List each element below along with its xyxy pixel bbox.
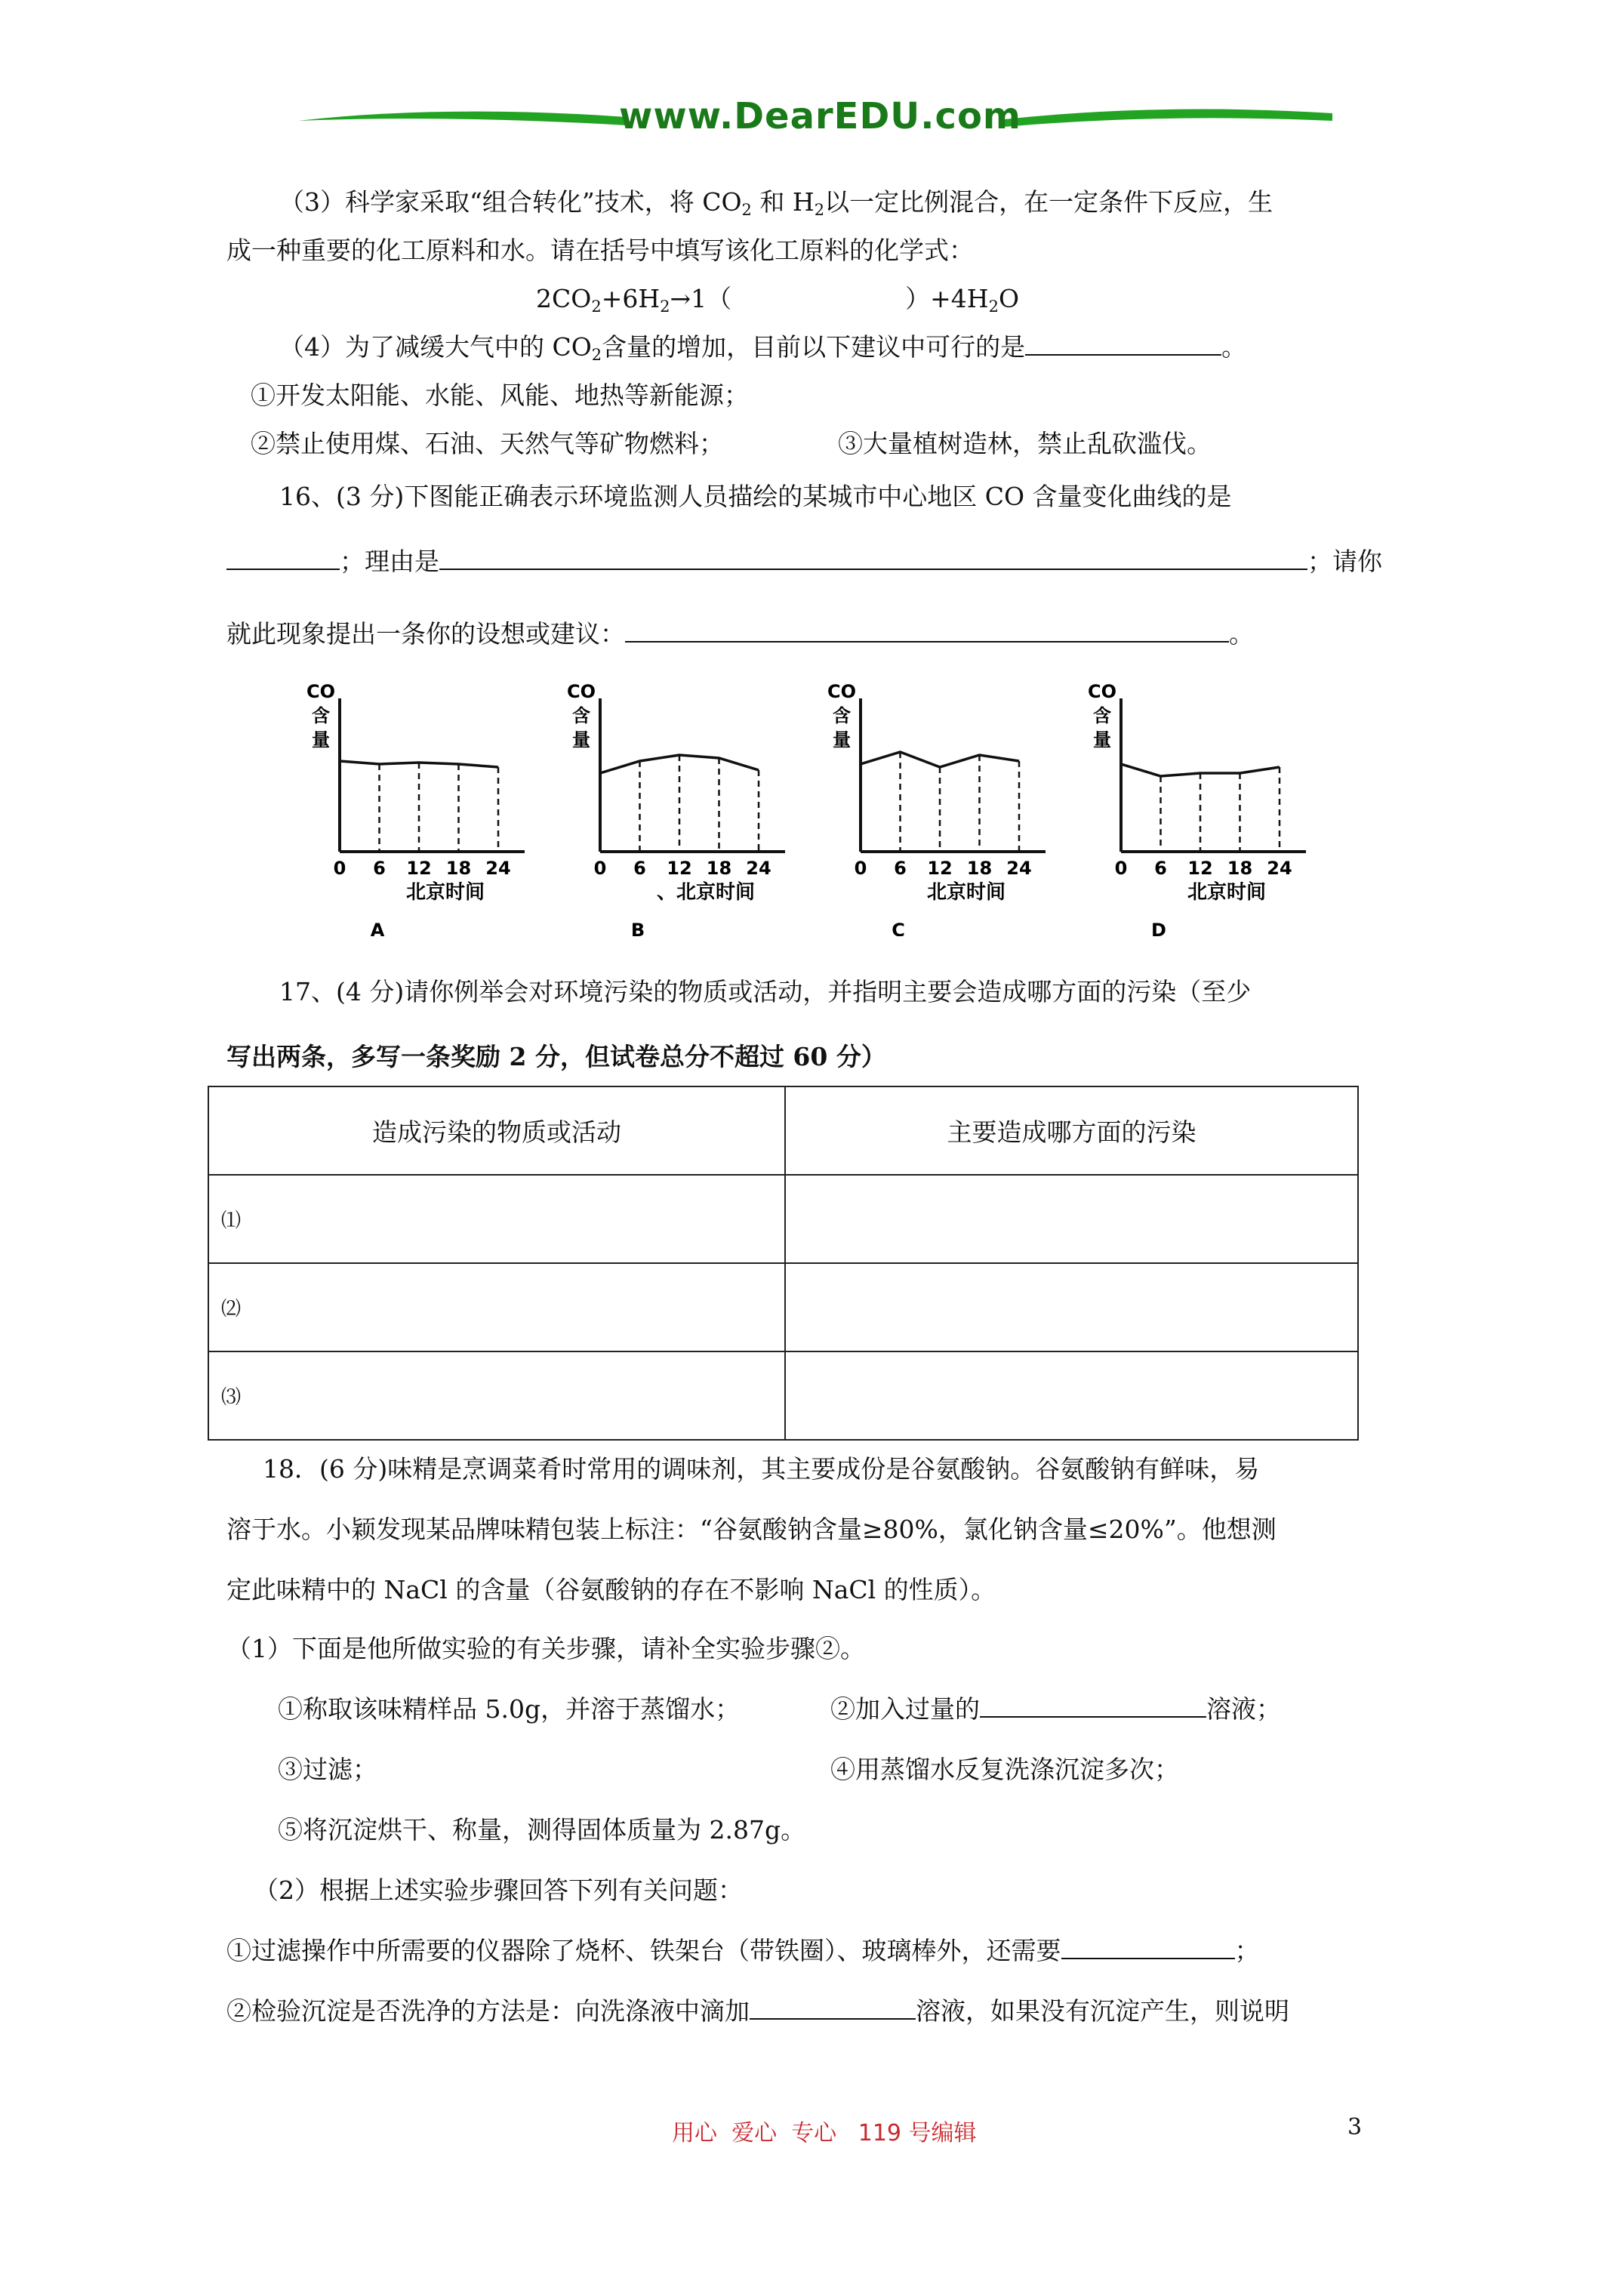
pollution-table [208, 1086, 1359, 1441]
x-tick-label: 24 [1267, 858, 1292, 879]
table-header-cell: 造成污染的物质或活动 [208, 1086, 785, 1175]
table-cell[interactable]: ⑴ [208, 1175, 785, 1263]
y-axis-label: 量 [1093, 729, 1111, 750]
q18-answer2: ②检验沉淀是否洗净的方法是：向洗涤液中滴加 溶液，如果没有沉淀产生，则说明 [226, 1996, 1289, 2026]
y-axis-label: CO [566, 681, 596, 702]
x-tick-label: 6 [1154, 858, 1167, 879]
x-tick-label: 12 [667, 858, 692, 879]
x-tick-label: 18 [966, 858, 993, 879]
x-tick-label: 18 [1227, 858, 1253, 879]
x-tick-label: 18 [706, 858, 732, 879]
q18-step2-blank[interactable] [980, 1693, 1206, 1718]
q15-equation: $2CO_2+6H_2\to 1$（ ）$+4H_2O$ [536, 284, 1020, 316]
x-axis-label: 北京时间 [1187, 881, 1267, 904]
chart-c [819, 680, 1076, 936]
y-axis-label: CO [827, 681, 857, 702]
x-tick-label: 12 [406, 858, 432, 879]
y-axis-label: CO [1087, 681, 1117, 702]
q15-p3-line2: 成一种重要的化工原料和水。请在括号中填写该化工原料的化学式： [226, 236, 974, 265]
q15-option1: ①开发太阳能、水能、风能、地热等新能源； [251, 381, 749, 410]
chart-b [559, 680, 815, 936]
chart-panel-label: D [1151, 920, 1166, 936]
y-axis-label: 量 [312, 729, 330, 750]
x-tick-label: 0 [333, 858, 346, 879]
q15-p4-blank[interactable] [1025, 331, 1221, 356]
q18-sub2: （2）根据上述实验步骤回答下列有关问题： [254, 1875, 743, 1905]
chart-a [298, 680, 555, 936]
q17-line1: 17、(4 分)请你例举会对环境污染的物质或活动，并指明主要会造成哪方面的污染（至少 [279, 977, 1252, 1006]
q16-line3: 就此现象提出一条你的设想或建议： 。 [226, 619, 1254, 649]
table-row [208, 1351, 1358, 1440]
table-row [208, 1263, 1358, 1351]
q18-line1: 18．(6 分)味精是烹调菜肴时常用的调味剂，其主要成份是谷氨酸钠。谷氨酸钠有鲜味，易 [263, 1454, 1260, 1484]
q15-p3-line1: （3）科学家采取“组合转化”技术，将 $CO_2$ 和 $H_2$以一定比例混合，在一定条件下反应，生 [279, 187, 1273, 219]
q17-line2: 写出两条，多写一条奖励 2 分，但试卷总分不超过 60 分） [226, 1042, 886, 1071]
table-row [208, 1175, 1358, 1263]
table-header-cell: 主要造成哪方面的污染 [785, 1086, 1358, 1175]
q16-suggestion-blank[interactable] [625, 618, 1229, 643]
y-axis-label: 含 [572, 705, 590, 726]
table-cell[interactable] [785, 1175, 1358, 1263]
x-tick-label: 6 [633, 858, 646, 879]
q16-line2: ；理由是 ；请你 [226, 545, 1382, 578]
q18-step5: ⑤将沉淀烘干、称量，测得固体质量为 2.87g。 [278, 1815, 806, 1845]
q16-answer-blank[interactable] [226, 546, 340, 570]
table-cell[interactable]: ⑵ [208, 1263, 785, 1351]
x-tick-label: 24 [1006, 858, 1032, 879]
x-tick-label: 12 [927, 858, 953, 879]
q18-answer2-blank[interactable] [750, 1996, 916, 2020]
site-logo-text[interactable]: www.DearEDU.com [619, 95, 1021, 137]
q18-line2: 溶于水。小颖发现某品牌味精包装上标注：“谷氨酸钠含量≥80%，氯化钠含量≤20%”。他想测 [226, 1515, 1277, 1544]
q16-reason-blank[interactable] [439, 546, 1307, 570]
q15-option2: ②禁止使用煤、石油、天然气等矿物燃料； [251, 429, 724, 458]
x-tick-label: 0 [854, 858, 867, 879]
x-tick-label: 0 [593, 858, 607, 879]
x-tick-label: 18 [445, 858, 472, 879]
x-axis-label: 北京时间 [405, 881, 485, 904]
y-axis-label: CO [306, 681, 336, 702]
chart-panel-label: A [370, 920, 385, 936]
q15-p4: （4）为了减缓大气中的 $CO_2$含量的增加，目前以下建议中可行的是 。 [279, 332, 1247, 364]
page-number: 3 [1347, 2114, 1363, 2140]
table-header-row [208, 1086, 1358, 1175]
x-tick-label: 6 [373, 858, 386, 879]
q16-line1: 16、(3 分)下图能正确表示环境监测人员描绘的某城市中心地区 CO 含量变化曲线的是 [279, 482, 1232, 511]
q18-line3: 定此味精中的 NaCl 的含量（谷氨酸钠的存在不影响 NaCl 的性质）。 [226, 1575, 996, 1604]
y-axis-label: 含 [312, 705, 330, 726]
q18-step4: ④用蒸馏水反复洗涤沉淀多次； [830, 1755, 1179, 1784]
y-axis-label: 量 [572, 729, 590, 750]
x-tick-label: 12 [1187, 858, 1213, 879]
x-tick-label: 6 [894, 858, 907, 879]
q18-step2: ②加入过量的 溶液； [830, 1694, 1281, 1724]
y-axis-label: 量 [833, 729, 851, 750]
x-tick-label: 24 [485, 858, 511, 879]
table-cell[interactable] [785, 1351, 1358, 1440]
q18-step1: ①称取该味精样品 5.0g，并溶于蒸馏水； [278, 1694, 741, 1724]
co-curve [861, 752, 1019, 767]
y-axis-label: 含 [833, 705, 851, 726]
x-axis-label: 北京时间 [926, 881, 1006, 904]
chart-d [1079, 680, 1336, 936]
q18-step3: ③过滤； [278, 1755, 377, 1784]
y-axis-label: 含 [1093, 705, 1111, 726]
q18-answer1: ①过滤操作中所需要的仪器除了烧杯、铁架台（带铁圈）、玻璃棒外，还需要 ； [226, 1936, 1260, 1965]
chart-panel-label: B [630, 920, 645, 936]
q18-sub1: （1）下面是他所做实验的有关步骤，请补全实验步骤②。 [226, 1634, 865, 1663]
table-cell[interactable]: ⑶ [208, 1351, 785, 1440]
page-footer: 用心 爱心 专心 119 号编辑 [672, 2120, 977, 2147]
table-cell[interactable] [785, 1263, 1358, 1351]
x-tick-label: 0 [1114, 858, 1128, 879]
x-axis-label: 、北京时间 [656, 881, 756, 904]
q18-answer1-blank[interactable] [1061, 1935, 1235, 1959]
q15-option3: ③大量植树造林，禁止乱砍滥伐。 [838, 429, 1212, 458]
x-tick-label: 24 [746, 858, 771, 879]
chart-panel-label: C [892, 920, 905, 936]
